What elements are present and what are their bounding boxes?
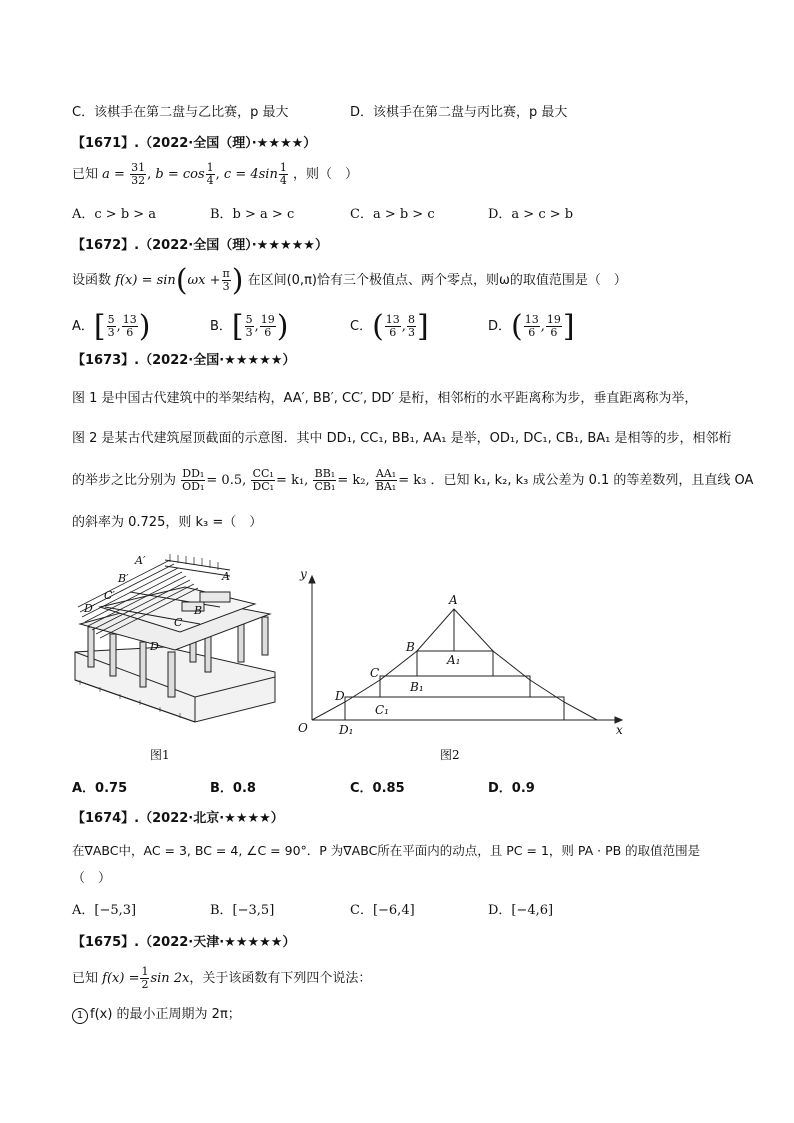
option-d-1672: D．( $\frac{13}{6}$ , $\frac{19}{6}$ ] — [488, 308, 575, 344]
problem-stem-1675: 已知 f(x) = $\frac{1}{2}$ sin 2x，关于该函数有下列四个说法： — [72, 965, 372, 991]
option-d-1670: D．该棋手在第二盘与丙比赛，p 最大 — [350, 105, 568, 120]
fig2-label-d: D — [335, 689, 345, 703]
fig1-label-c: C — [174, 616, 183, 629]
statement-1-1675: 1 f(x) 的最小正周期为 2π； — [72, 1006, 241, 1024]
problem-header-1672: 【1672】.（2022·全国（理）·★★★★★） — [72, 238, 328, 253]
fig1-label-a: A — [222, 570, 230, 583]
fig2-label-a: A — [449, 593, 458, 607]
problem-text-1673-line4: 的斜率为 0.725，则 k₃ =（ ） — [72, 515, 263, 530]
fig2-axis-y: y — [300, 567, 307, 581]
fig2-label-c: C — [370, 666, 380, 680]
fig1-label-b: B — [194, 604, 203, 617]
fig2-label-a1: A₁ — [447, 653, 461, 667]
problem-header-1671: 【1671】.（2022·全国（理）·★★★★） — [72, 136, 317, 151]
option-c-1674: C．[−6,4] — [350, 903, 415, 918]
option-b-1673: B．0.8 — [210, 781, 256, 796]
problem-header-1674: 【1674】.（2022·北京·★★★★） — [72, 811, 284, 826]
fig1-label-c-prime: C′ — [104, 589, 115, 602]
option-d-1671: D．a > c > b — [488, 207, 574, 222]
fig2-label-c1: C₁ — [375, 703, 389, 717]
option-b-1674: B．[−3,5] — [210, 903, 275, 918]
option-c-1671: C．a > b > c — [350, 207, 435, 222]
circled-number-icon: 1 — [72, 1008, 88, 1024]
problem-text-1673-line1: 图 1 是中国古代建筑中的举架结构，AA′, BB′, CC′, DD′ 是桁，相邻桁的水平距离称为步，垂直距离称为举， — [72, 391, 698, 406]
fig1-label-a-prime: A′ — [135, 554, 146, 567]
option-c-1673: C．0.85 — [350, 781, 405, 796]
option-a-1673: A．0.75 — [72, 781, 128, 796]
problem-text-1674-line2: （ ） — [72, 871, 112, 886]
fig1-label-d-prime: D′ — [84, 602, 96, 615]
fig2-label-o: O — [298, 721, 308, 735]
option-d-1674: D．[−4,6] — [488, 903, 554, 918]
problem-text-1673-line3: 的举步之比分别为 $\frac{\text{DD₁}}{\text{OD₁}}$ = 0.5, $\frac{\text{CC₁}}{\text{DC₁}}$ = k₁, $\frac{\text{BB₁}}{\text{CB₁}}$ = k₂, $\frac{\text{AA₁}}{\text{BA₁}}$ = k₃ ．已知 k₁, k₂, k₃ 成公差为 0.1 的等差数列，且直线 OA — [72, 467, 754, 493]
option-c-1672: C．( $\frac{13}{6}$ , $\frac{8}{3}$ ] — [350, 308, 429, 344]
problem-stem-1672: 设函数 f(x) = sin(ωx + $\frac{\pi}{3}$ ) 在区间(0,π)恰有三个极值点、两个零点，则ω的取值范围是（ ） — [72, 262, 627, 298]
option-a-1672: A．[ $\frac{5}{3}$ , $\frac{13}{6}$ ) — [72, 308, 151, 344]
problem-header-1673: 【1673】.（2022·全国·★★★★★） — [72, 353, 296, 368]
figure-2-caption: 图2 — [440, 748, 460, 762]
option-c-1670: C．该棋手在第二盘与乙比赛，p 最大 — [72, 105, 289, 120]
problem-text-1674-line1: 在∇ABC中，AC = 3, BC = 4, ∠C = 90°．P 为∇ABC所在平面内的动点，且 PC = 1，则 PA · PB 的取值范围是 — [72, 843, 701, 858]
fig2-label-d1: D₁ — [339, 723, 354, 737]
option-a-1674: A．[−5,3] — [72, 903, 137, 918]
fig1-label-d: D — [150, 640, 159, 653]
option-d-1673: D．0.9 — [488, 781, 535, 796]
figure-2-cross-section — [292, 564, 632, 740]
fig1-label-b-prime: B′ — [118, 572, 129, 585]
figure-1-roof-structure — [70, 552, 280, 732]
figure-1-caption: 图1 — [150, 748, 170, 762]
option-b-1671: B．b > a > c — [210, 207, 295, 222]
problem-text-1673-line2: 图 2 是某古代建筑屋顶截面的示意图．其中 DD₁, CC₁, BB₁, AA₁ 是举，OD₁, DC₁, CB₁, BA₁ 是相等的步，相邻桁 — [72, 431, 732, 446]
problem-header-1675: 【1675】.（2022·天津·★★★★★） — [72, 935, 296, 950]
fig2-label-b: B — [406, 640, 415, 654]
fig2-axis-x: x — [616, 723, 623, 737]
option-b-1672: B．[ $\frac{5}{3}$ , $\frac{19}{6}$ ) — [210, 308, 289, 344]
option-a-1671: A．c > b > a — [72, 207, 157, 222]
problem-stem-1671: 已知 a = $\frac{31}{32}$ , b = cos $\frac{1}{4}$ , c = 4sin $\frac{1}{4}$ ，则（ ） — [72, 161, 358, 187]
fig2-label-b1: B₁ — [410, 680, 424, 694]
